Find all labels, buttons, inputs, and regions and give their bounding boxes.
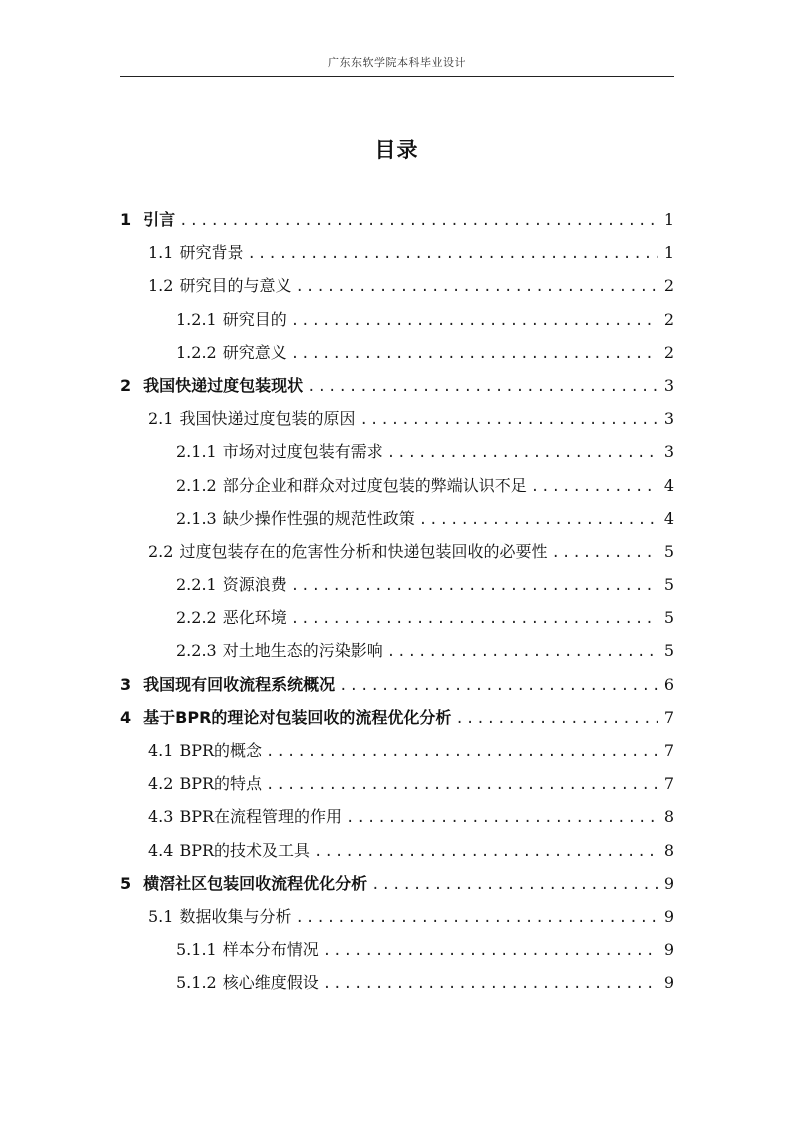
toc-entry-number: 2.1.1 [176, 442, 217, 462]
page-header [120, 0, 674, 77]
toc-entry-number: 2.1.2 [176, 475, 217, 495]
toc-entry-number: 3 [120, 674, 132, 694]
toc-entry-page-number: 1 [663, 243, 674, 263]
toc-entry-number: 5 [120, 873, 132, 893]
toc-entry-page-number: 4 [663, 508, 674, 528]
toc-entry-page-number: 7 [663, 707, 674, 727]
toc-entry-page-number: 3 [663, 409, 674, 429]
dot-leader [455, 711, 657, 727]
dot-leader [307, 379, 658, 395]
toc-entry[interactable] [120, 473, 674, 506]
toc-entry-number: 2.2.1 [176, 575, 217, 595]
toc-entry[interactable] [120, 539, 674, 572]
toc-entry[interactable] [120, 605, 674, 638]
toc-entry[interactable] [120, 273, 674, 306]
toc-entry-title: 缺少操作性强的规范性政策 [222, 508, 415, 528]
dot-leader [266, 777, 658, 793]
toc-entry-number: 4.1 [148, 741, 174, 760]
toc-entry[interactable] [120, 871, 674, 904]
dot-leader [295, 910, 657, 926]
toc-entry-page-number: 9 [663, 906, 674, 926]
dot-leader [314, 844, 658, 860]
toc-entry-page-number: 3 [663, 375, 674, 395]
toc-entry[interactable] [120, 937, 674, 970]
toc-entry-title: BPR的特点 [179, 774, 263, 794]
toc-entry-number: 4.2 [148, 774, 174, 794]
toc-entry[interactable] [120, 738, 674, 771]
toc-entry-page-number: 2 [663, 309, 674, 329]
toc-entry-number: 1.2 [148, 276, 174, 296]
toc-entry-page-number: 6 [663, 674, 674, 694]
dot-leader [551, 545, 657, 561]
toc-entry-title: 数据收集与分析 [179, 906, 292, 926]
toc-entry[interactable] [120, 771, 674, 804]
toc-entry-number: 2.2 [148, 541, 174, 561]
toc-entry-page-number: 5 [663, 608, 674, 628]
toc-entry-number: 1 [120, 210, 132, 229]
dot-leader [359, 412, 657, 428]
toc-entry-title: 过度包装存在的危害性分析和快递包装回收的必要性 [179, 541, 548, 561]
toc-entry-page-number: 2 [663, 276, 674, 296]
toc-entry-page-number: 7 [663, 774, 674, 794]
toc-entry-number: 5.1.1 [176, 940, 217, 960]
toc-entry-number: 1.2.1 [176, 309, 217, 329]
dot-leader [179, 213, 658, 229]
toc-entry-title: 研究目的与意义 [179, 276, 292, 296]
toc-entry-title: 核心维度假设 [222, 973, 319, 993]
toc-entry-title: 横滘社区包装回收流程优化分析 [143, 873, 368, 893]
header-text: 广东东软学院本科毕业设计 [328, 56, 466, 69]
dot-leader [346, 810, 658, 826]
toc-entry[interactable] [120, 373, 674, 406]
toc-entry[interactable] [120, 207, 674, 240]
toc-entry[interactable] [120, 838, 674, 871]
toc-entry[interactable] [120, 240, 674, 273]
toc-entry-title: 研究背景 [179, 243, 244, 263]
toc-entry[interactable] [120, 307, 674, 340]
toc-entry-number: 4 [120, 707, 132, 727]
dot-leader [295, 279, 657, 295]
dot-leader [291, 346, 658, 362]
toc-entry-page-number: 9 [663, 973, 674, 993]
dot-leader [247, 246, 657, 262]
toc-entry-title: BPR的概念 [179, 741, 263, 760]
toc-entry-title: 研究意义 [222, 342, 287, 362]
toc-entry-page-number: 5 [663, 575, 674, 595]
toc-entry-page-number: 5 [663, 641, 674, 661]
toc-entry-page-number: 9 [663, 873, 674, 893]
toc-entry-title: 样本分布情况 [222, 940, 319, 960]
toc-entry-number: 5.1.2 [176, 973, 217, 993]
toc-entry-number: 2.1.3 [176, 508, 217, 528]
toc-entry-number: 1.2.2 [176, 342, 217, 362]
dot-leader [291, 611, 658, 627]
dot-leader [531, 479, 658, 495]
toc-entry[interactable] [120, 970, 674, 1003]
toc-entry[interactable] [120, 705, 674, 738]
toc-entry-page-number: 5 [663, 541, 674, 561]
toc-entry-title: BPR在流程管理的作用 [179, 807, 343, 827]
dot-leader [387, 644, 658, 660]
toc-entry-title: 我国快递过度包装的原因 [179, 409, 356, 429]
dot-leader [291, 578, 658, 594]
toc-entry[interactable] [120, 506, 674, 539]
dot-leader [323, 943, 658, 959]
toc-entry[interactable] [120, 638, 674, 671]
dot-leader [371, 877, 658, 893]
toc-entry-title: 对土地生态的污染影响 [222, 641, 383, 661]
dot-leader [323, 976, 658, 992]
toc-entry[interactable] [120, 572, 674, 605]
toc-entry-number: 2.1 [148, 409, 174, 429]
toc-entry-title: 我国快递过度包装现状 [143, 375, 304, 395]
dot-leader [387, 445, 658, 461]
toc-entry-title: 研究目的 [222, 309, 287, 329]
dot-leader [419, 512, 658, 528]
toc-entry-title: 资源浪费 [222, 575, 287, 595]
toc-entry-title: 部分企业和群众对过度包装的弊端认识不足 [222, 475, 527, 495]
toc-entry[interactable] [120, 439, 674, 472]
toc-entry-number: 4.3 [148, 807, 174, 827]
toc-entry-title: 基于BPR的理论对包装回收的流程优化分析 [143, 707, 452, 727]
toc-entry-number: 5.1 [148, 906, 174, 926]
toc-entry-number: 4.4 [148, 840, 174, 860]
dot-leader [291, 313, 658, 329]
toc-entry-number: 1.1 [148, 243, 174, 263]
toc-entry-page-number: 8 [663, 840, 674, 860]
toc-entry-page-number: 4 [663, 475, 674, 495]
toc-entry-page-number: 1 [663, 210, 674, 229]
dot-leader [266, 744, 658, 760]
toc-entry-page-number: 2 [663, 342, 674, 362]
toc-entry-number: 2 [120, 375, 132, 395]
toc-entry[interactable] [120, 340, 674, 373]
toc-entry-title: 恶化环境 [222, 608, 287, 628]
toc-entry[interactable] [120, 904, 674, 937]
toc-entry-page-number: 3 [663, 442, 674, 462]
toc-entry-title: 引言 [143, 210, 176, 229]
toc-entry-title: 我国现有回收流程系统概况 [143, 674, 336, 694]
toc-entry[interactable] [120, 804, 674, 837]
toc-entry-number: 2.2.2 [176, 608, 217, 628]
toc-entry-page-number: 8 [663, 807, 674, 827]
toc-entry-page-number: 9 [663, 940, 674, 960]
toc-entry[interactable] [120, 406, 674, 439]
toc-entry-number: 2.2.3 [176, 641, 217, 661]
toc-entry-title: 市场对过度包装有需求 [222, 442, 383, 462]
toc-entry-page-number: 7 [663, 741, 674, 760]
table-of-contents [120, 207, 674, 1004]
page-title: 目录 [374, 137, 419, 162]
toc-entry[interactable] [120, 672, 674, 705]
toc-entry-title: BPR的技术及工具 [179, 840, 311, 860]
dot-leader [339, 678, 658, 694]
